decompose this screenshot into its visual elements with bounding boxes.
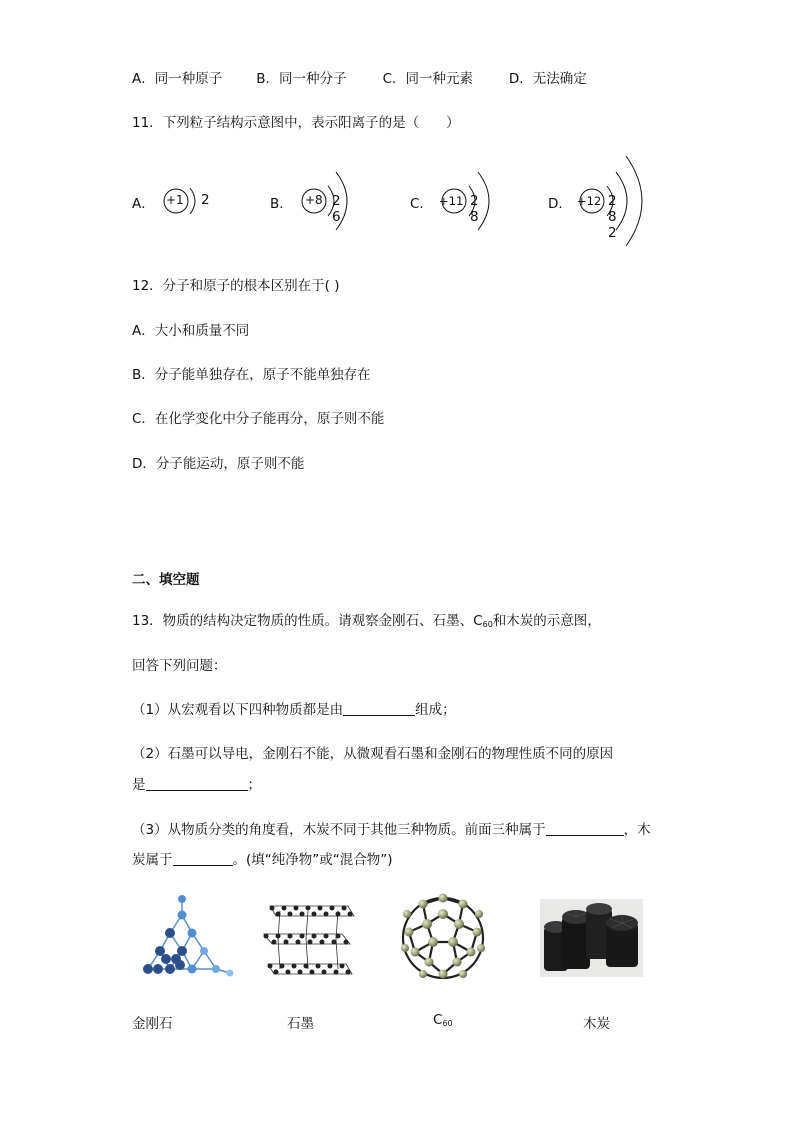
q10-options: [132, 67, 587, 87]
q10-option-d: D．无法确定: [508, 71, 587, 87]
option-label: D．: [548, 196, 572, 212]
nucleus-charge: +1: [166, 193, 184, 207]
q12-option-b: B．分子能单独存在，原子不能单独存在: [132, 367, 371, 383]
q13-part2-line1: （2）石墨可以导电，金刚石不能，从微观看石墨和金刚石的物理性质不同的原因: [132, 746, 614, 762]
q12-option-a: A．大小和质量不同: [132, 323, 250, 339]
q11-stem: 11．下列粒子结构示意图中，表示阳离子的是（ ）: [132, 115, 460, 131]
q13-part2-text: 是: [132, 777, 146, 793]
q10-option-b: B．同一种分子: [256, 71, 347, 87]
q13-stem-text-2: 和木炭的示意图，: [492, 613, 601, 629]
q13-subscript: 60: [482, 620, 493, 629]
q13-part1-text-after: 组成；: [415, 702, 456, 718]
charcoal-image: [540, 899, 643, 977]
atom-shells: [298, 168, 408, 248]
section-title: 二、填空题: [132, 572, 200, 588]
q12-option-d: D．分子能运动，原子则不能: [132, 456, 305, 472]
q10-option-c: C．同一种元素: [382, 71, 474, 87]
q13-stem: [132, 609, 601, 629]
q10-option-a: A．同一种原子: [132, 71, 223, 87]
q13-part3-text-2: 炭属于: [132, 852, 173, 868]
q13-part3-text-after: ，木: [623, 822, 651, 838]
caption-c60-sub: 60: [442, 1019, 453, 1028]
nucleus-charge: +8: [305, 193, 323, 207]
answer-blank-3[interactable]: [546, 821, 624, 836]
caption-graphite: 石墨: [287, 1016, 314, 1032]
q13-stem-text: 13．物质的结构决定物质的性质。请观察金刚石、石墨、C: [132, 613, 483, 629]
graphite-structure-image: [258, 898, 358, 980]
answer-blank-2[interactable]: [146, 776, 248, 791]
q13-part3-line2: [132, 848, 393, 868]
q12-option-c: C．在化学变化中分子能再分，原子则不能: [132, 411, 385, 427]
electron-config: 2 8 2: [608, 193, 617, 241]
caption-c60: [433, 1012, 453, 1028]
option-label: A．: [132, 196, 155, 212]
q13-part3-text: （3）从物质分类的角度看，木炭不同于其他三种物质。前面三种属于: [132, 822, 546, 838]
diamond-structure-image: [130, 893, 240, 983]
q13-part1: [132, 698, 456, 718]
q13-stem-line2: 回答下列问题：: [132, 658, 227, 674]
q12-stem: 12．分子和原子的根本区别在于( ): [132, 278, 340, 294]
q13-part2-line2: [132, 773, 261, 793]
answer-blank-4[interactable]: [173, 851, 233, 866]
q13-part1-text: （1）从宏观看以下四种物质都是由: [132, 702, 344, 718]
nucleus-charge: +11: [439, 194, 464, 208]
q13-part3-line1: [132, 818, 651, 838]
answer-blank-1[interactable]: [343, 701, 415, 716]
atom-shells: [160, 180, 260, 240]
c60-structure-image: [393, 890, 493, 986]
q13-part2-text-after: ；: [247, 777, 261, 793]
caption-diamond: 金刚石: [132, 1016, 173, 1032]
option-label: C．: [410, 196, 433, 212]
electron-config: 2 6: [332, 193, 341, 225]
q13-part3-text-2-after: 。(填“纯净物”或“混合物”): [232, 852, 393, 868]
option-label: B．: [270, 196, 293, 212]
electron-config: 2: [201, 192, 210, 208]
atom-shells: [436, 168, 546, 248]
caption-charcoal: 木炭: [583, 1016, 610, 1032]
nucleus-charge: +12: [577, 194, 602, 208]
electron-config: 2 8: [470, 193, 479, 225]
caption-c60-main: C: [433, 1012, 443, 1028]
